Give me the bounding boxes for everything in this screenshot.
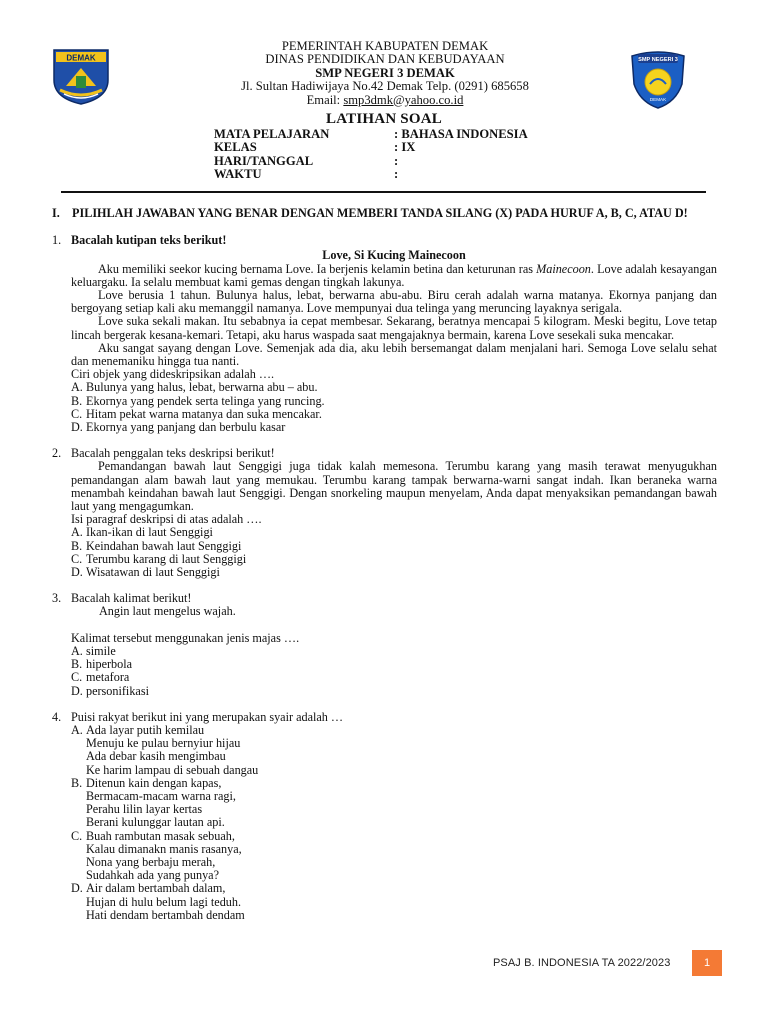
passage-paragraph-3: Love suka sekali makan. Itu sebabnya ia cepat membesar. Sekarang, beratnya mencapai 5 kilogram. Meski begitu, Love tetap lincah bergerak kesana-kemari. Tetapi, aku harus waspada saat mengajaknya bermain, karena Love sesekali suka mencakar. [71,314,717,342]
meta-row-date [214,155,528,168]
passage-title: Love, Si Kucing Mainecoon [322,248,466,263]
option-letter: D. [71,420,83,435]
poem-line: Sudahkah ada yang punya? [86,868,220,883]
section-instruction-text: PILIHLAH JAWABAN YANG BENAR DENGAN MEMBERI TANDA SILANG (X) PADA HURUF A, B, C, ATAU D! [72,206,688,220]
answer-option-c[interactable] [71,830,717,883]
meta-row-subject [214,128,528,141]
option-text: simile [86,643,116,658]
school-logo [626,46,690,110]
poem-line: Berani kulunggar lautan api. [86,815,225,830]
poem-line: Menuju ke pulau bernyiur hijau [86,736,241,751]
demak-regency-logo [46,46,116,106]
option-text: Ekornya yang pendek serta telinga yang runcing. [86,393,325,408]
poem-line: Hujan di hulu belum lagi teduh. [86,894,242,909]
meta-key: KELAS [214,140,257,155]
question-number: 2. [52,446,62,461]
email-link[interactable]: smp3dmk@yahoo.co.id [343,92,464,107]
logo-right-sub: DEMAK [649,97,667,102]
meta-value: : IX [394,140,416,155]
poem-line: Air dalam bertambah dalam, [86,881,226,896]
answer-option-d[interactable] [71,421,717,434]
meta-row-time [214,168,528,181]
question-stem: Puisi rakyat berikut ini yang merupakan syair adalah … [71,709,344,724]
quoted-sentence: Angin laut mengelus wajah. [99,604,236,619]
option-letter: D. [71,683,83,698]
option-letter: B. [71,657,83,672]
poem-line: Ada layar putih kemilau [86,722,205,737]
school-name: SMP NEGERI 3 DEMAK [315,65,455,80]
question-number: 3. [52,591,62,606]
section-instruction [52,207,717,220]
meta-key: WAKTU [214,167,262,182]
option-letter: C. [71,551,83,566]
letterhead-text [150,40,620,107]
question-1 [52,234,717,434]
option-text: Ekornya yang panjang dan berbulu kasar [86,420,286,435]
answer-option-b[interactable] [71,540,717,553]
answer-option-a[interactable] [71,645,717,658]
option-text: Keindahan bawah laut Senggigi [86,538,242,553]
answer-option-d[interactable] [71,685,717,698]
answer-option-b[interactable] [71,777,717,830]
question-number: 1. [52,233,62,248]
passage-paragraph-2: Love berusia 1 tahun. Bulunya halus, lebat, berwarna abu-abu. Biru cerah adalah warna matanya. Ekornya panjang dan bergoyang setiap kali aku memanggil namanya. Love mempunyai dua telinga yang meruncing layaknya serigala. [71,288,717,316]
question-content [52,207,717,922]
page-number-badge: 1 [692,950,722,976]
option-letter: D. [71,565,83,580]
page-footer [0,950,768,976]
answer-option-b[interactable] [71,658,717,671]
passage-italic: Mainecoon [536,261,591,276]
answer-option-a[interactable] [71,526,717,539]
footer-label: PSAJ B. INDONESIA TA 2022/2023 [493,957,671,969]
question-4 [52,711,717,922]
poem-line: Nona yang berbaju merah, [86,854,216,869]
answer-option-c[interactable] [71,671,717,684]
logo-right-text: SMP NEGERI 3 [638,57,678,63]
option-letter: B. [71,393,83,408]
agency-line: DINAS PENDIDIKAN DAN KEBUDAYAAN [265,52,505,67]
passage-text: . Love adalah kesayangan keluargaku. Ia selalu membuat kami gemas dengan tingkah lakunya. [71,261,717,289]
passage-paragraph-4: Aku sangat sayang dengan Love. Semenjak ada dia, aku lebih bersemangat dalam menjalani hari. Semoga Love selalu sehat dan menemaniku hingga tua nanti. [71,340,717,369]
question-2 [52,447,717,579]
letterhead [0,40,768,110]
answer-option-a[interactable] [71,724,717,777]
exam-meta [214,128,528,182]
passage-text: Aku memiliki seekor kucing bernama Love. Ia berjenis kelamin betina dan keturunan ras [98,261,537,276]
passage-paragraph: Pemandangan bawah laut Senggigi juga tidak kalah memesona. Terumbu karang yang masih terawat menyugukhan pemandangan alam bawah laut yang memukau. Terumbu karang tampak berwarna-warni sangat indah. Ikan beraneka warna menambah keindahan bawah laut Senggigi. Dengan snorkeling maupun menyelam, Anda dapat menyaksikan pemandangan bawah laut yang mengagumkan. [71,459,717,514]
question-stem: Bacalah penggalan teks deskripsi berikut! [71,446,275,461]
option-letter: C. [71,828,83,843]
meta-row-class [214,141,528,154]
poem-line: Buah rambutan masak sebuah, [86,828,235,843]
option-text: personifikasi [86,683,149,698]
option-letter: A. [71,643,83,658]
answer-option-d[interactable] [71,882,717,922]
poem-line: Hati dendam bertambah dendam [86,907,245,922]
question-number: 4. [52,709,62,724]
option-text: Ikan-ikan di laut Senggigi [86,525,213,540]
option-text: Hitam pekat warna matanya dan suka mencakar. [86,406,322,421]
address-line: Jl. Sultan Hadiwijaya No.42 Demak Telp. (0291) 685658 [241,79,529,94]
option-letter: C. [71,670,83,685]
question-stem: Bacalah kutipan teks berikut! [71,233,227,248]
meta-key: HARI/TANGGAL [214,153,314,168]
option-letter: C. [71,406,83,421]
page-title: LATIHAN SOAL [326,111,442,127]
header-divider [61,191,706,193]
passage-paragraph-1 [71,263,717,289]
email-prefix: Email: [306,92,344,107]
option-text: Bulunya yang halus, lebat, berwarna abu – abu. [86,380,318,395]
option-text: hiperbola [86,657,133,672]
question-prompt: Ciri objek yang dideskripsikan adalah …. [71,367,275,382]
logo-left-text: DEMAK [66,53,96,63]
question-3 [52,592,717,697]
answer-option-a[interactable] [71,381,717,394]
answer-option-d[interactable] [71,566,717,579]
section-number: I. [52,206,60,220]
question-stem: Bacalah kalimat berikut! [71,591,192,606]
poem-line: Perahu lilin layar kertas [86,802,203,817]
poem-line: Ditenun kain dengan kapas, [86,775,222,790]
option-letter: A. [71,525,83,540]
option-text: Wisatawan di laut Senggigi [86,565,220,580]
answer-option-b[interactable] [71,395,717,408]
option-text: Terumbu karang di laut Senggigi [86,551,247,566]
gov-line: PEMERINTAH KABUPATEN DEMAK [281,39,489,53]
question-prompt: Isi paragraf deskripsi di atas adalah …. [71,512,262,527]
option-letter: A. [71,722,83,737]
meta-value: : [394,153,399,168]
poem-line: Ada debar kasih mengimbau [86,749,226,764]
poem-line: Bermacam-macam warna ragi, [86,788,236,803]
option-letter: B. [71,538,83,553]
meta-value: : BAHASA INDONESIA [394,127,528,141]
email-line [150,94,620,107]
question-prompt: Kalimat tersebut menggunakan jenis majas …. [71,630,300,645]
meta-value: : [394,167,399,182]
option-letter: B. [71,775,83,790]
option-letter: A. [71,380,83,395]
option-letter: D. [71,881,83,896]
poem-line: Kalau dimanakn manis rasanya, [86,841,242,856]
option-text: metafora [86,670,130,685]
meta-key: MATA PELAJARAN [214,127,330,141]
poem-line: Ke harim lampau di sebuah dangau [86,762,259,777]
